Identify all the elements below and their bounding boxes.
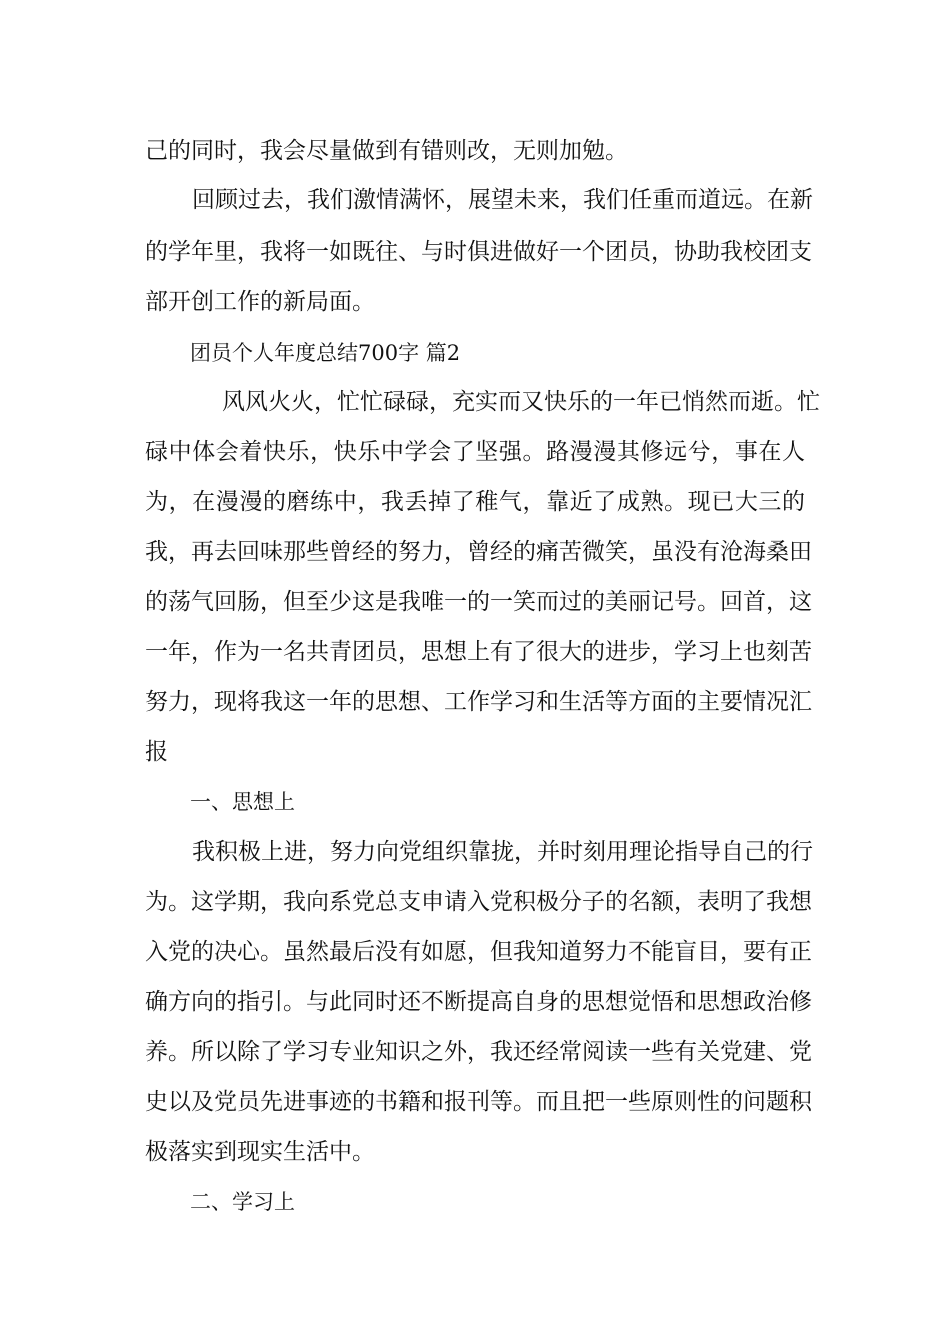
section-heading: 二、学习上: [190, 1190, 295, 1214]
text-line: 我积极上进，努力向党组织靠拢，并时刻用理论指导自己的行: [192, 839, 813, 865]
text-line: 己的同时，我会尽量做到有错则改，无则加勉。: [145, 138, 628, 164]
text-line: 努力，现将我这一年的思想、工作学习和生活等方面的主要情况汇: [145, 689, 812, 715]
text-line: 风风火火，忙忙碌碌，充实而又快乐的一年已悄然而逝。忙: [222, 389, 820, 415]
text-line: 为。这学期，我向系党总支申请入党积极分子的名额，表明了我想: [145, 889, 812, 915]
text-line: 史以及党员先进事迹的书籍和报刊等。而且把一些原则性的问题积: [145, 1089, 812, 1115]
text-line: 入党的决心。虽然最后没有如愿，但我知道努力不能盲目，要有正: [145, 939, 812, 965]
text-line: 一年，作为一名共青团员，思想上有了很大的进步，学习上也刻苦: [145, 639, 812, 665]
text-line: 的学年里，我将一如既往、与时俱进做好一个团员，协助我校团支: [145, 239, 812, 265]
text-line: 部开创工作的新局面。: [145, 289, 375, 315]
text-line: 我，再去回味那些曾经的努力，曾经的痛苦微笑，虽没有沧海桑田: [145, 539, 812, 565]
text-line: 回顾过去，我们激情满怀，展望未来，我们任重而道远。在新: [192, 187, 813, 213]
text-line: 报: [145, 739, 168, 765]
text-line: 养。所以除了学习专业知识之外，我还经常阅读一些有关党建、党: [145, 1039, 812, 1065]
text-line: 为，在漫漫的磨练中，我丢掉了稚气，靠近了成熟。现已大三的: [145, 489, 805, 515]
section-heading: 一、思想上: [190, 790, 295, 814]
text-line: 碌中体会着快乐，快乐中学会了坚强。路漫漫其修远兮，事在人: [145, 439, 805, 465]
text-line: 的荡气回肠，但至少这是我唯一的一笑而过的美丽记号。回首，这: [145, 589, 812, 615]
text-line: 极落实到现实生活中。: [145, 1139, 375, 1165]
section-title: 团员个人年度总结700字 篇2: [190, 341, 461, 365]
text-line: 确方向的指引。与此同时还不断提高自身的思想觉悟和思想政治修: [145, 989, 812, 1015]
